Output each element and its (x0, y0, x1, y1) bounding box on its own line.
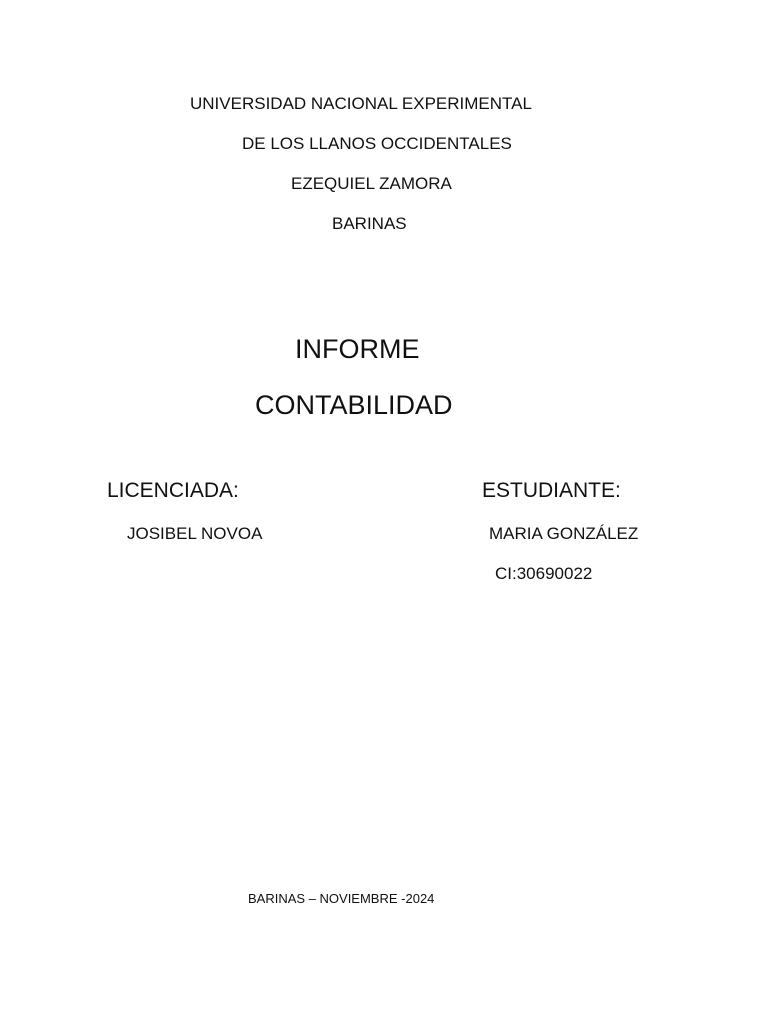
university-city: BARINAS (332, 214, 407, 233)
estudiante-name: MARIA GONZÁLEZ (489, 524, 639, 543)
licenciada-name: JOSIBEL NOVOA (127, 524, 263, 543)
university-name-line-3: EZEQUIEL ZAMORA (291, 174, 452, 193)
document-title: INFORME (295, 334, 420, 364)
place-and-date: BARINAS – NOVIEMBRE -2024 (248, 891, 435, 906)
university-name-line-1: UNIVERSIDAD NACIONAL EXPERIMENTAL (190, 94, 532, 113)
document-subject: CONTABILIDAD (255, 390, 453, 420)
estudiante-ci: CI:30690022 (495, 564, 593, 583)
estudiante-label: ESTUDIANTE: (482, 479, 621, 502)
licenciada-label: LICENCIADA: (107, 479, 239, 502)
university-name-line-2: DE LOS LLANOS OCCIDENTALES (242, 134, 512, 153)
